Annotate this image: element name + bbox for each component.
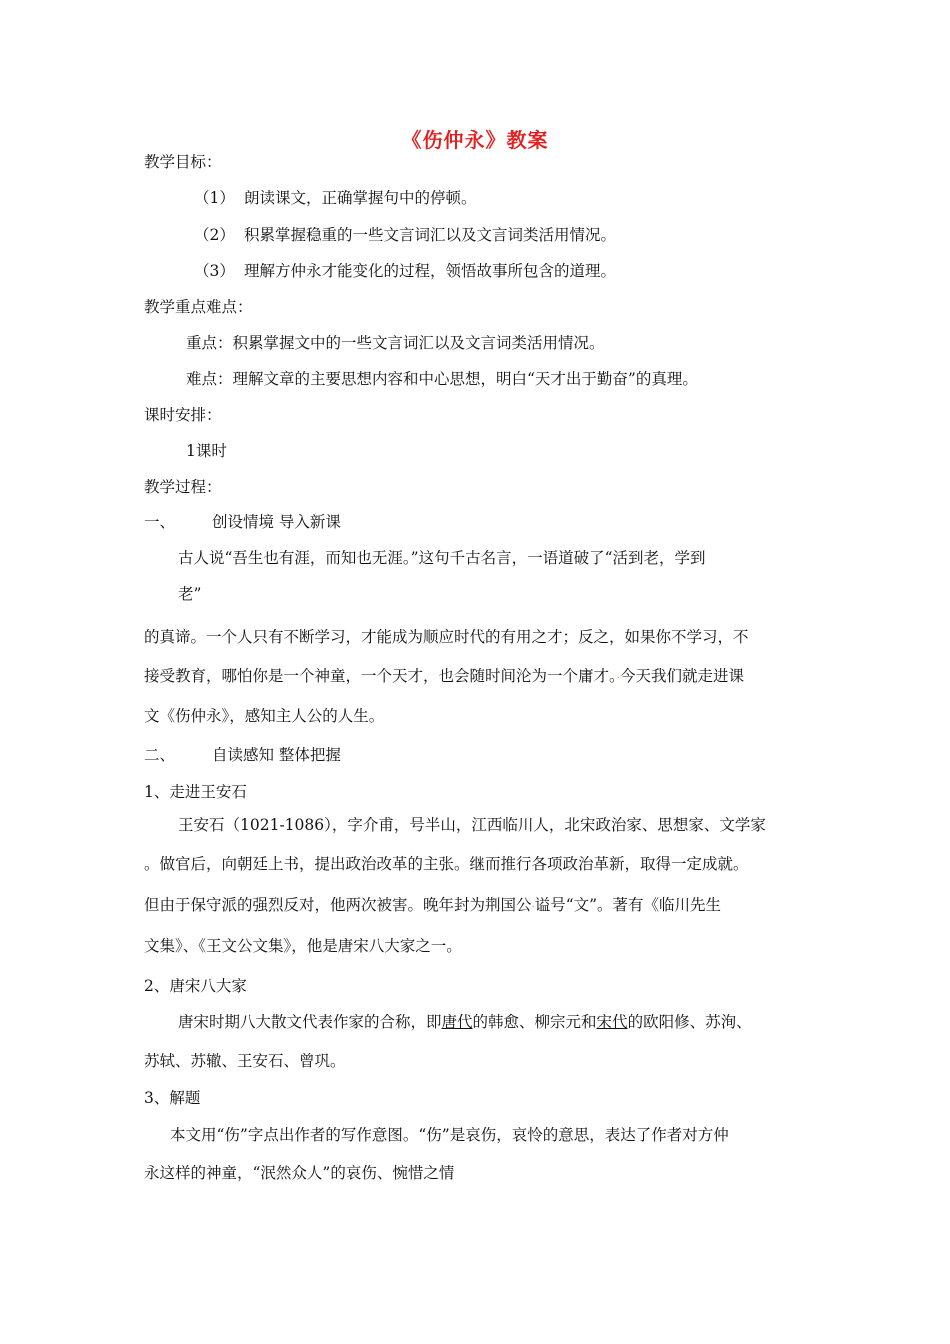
objective-item-1 — [194, 188, 477, 208]
section-title: 创设情境 导入新课 — [212, 513, 341, 531]
subsection-heading: 1、走进王安石 — [144, 783, 247, 801]
subsection-heading: 2、唐宋八大家 — [144, 977, 247, 995]
paragraph-line: 本文用“伤”字点出作者的写作意图。“伤”是哀伤，哀怜的意思，表达了作者对方仲 — [170, 1126, 729, 1144]
paragraph-fragment: 但由于保守派的强烈反对，他两次被害。晚年封为荆国公 — [144, 896, 532, 914]
paragraph-line: 。做官后，向朝廷上书，提出政治改革的主张。继而推行各项政治革新，取得一定成就。 — [144, 855, 749, 873]
objective-text: 理解方仲永才能变化的过程，领悟故事所包含的道理。 — [244, 262, 617, 280]
section-2-heading — [144, 745, 341, 765]
objective-num: （1） — [194, 189, 235, 207]
paragraph-fragment: 的韩愈、柳宗元和 — [472, 1013, 597, 1031]
link-song-dynasty[interactable]: 宋代 — [596, 1013, 628, 1031]
paragraph-line: 文《伤仲永》，感知主人公的人生。 — [144, 707, 385, 725]
paragraph-line: 古人说“吾生也有涯，而知也无涯。”这句千古名言，一语道破了“活到老，学到 — [178, 549, 706, 567]
paragraph-fragment: 的欧阳修、苏洵、 — [627, 1013, 752, 1031]
paragraph-line: 的真谛。一个人只有不断学习，才能成为顺应时代的有用之才；反之，如果你不学习，不 — [144, 628, 749, 646]
marker-dot: · — [616, 673, 620, 684]
paragraph-fragment: 今天我们就走进课 — [619, 667, 744, 685]
subsection-heading: 3、解题 — [144, 1089, 201, 1107]
paragraph-line: 苏轼、苏辙、王安石、曾巩。 — [144, 1052, 346, 1070]
schedule-heading: 课时安排： — [144, 406, 222, 424]
paragraph-line: 文集》、《王文公文集》，他是唐宋八大家之一。 — [144, 937, 462, 955]
key-points-heading: 教学重点难点： — [144, 298, 253, 316]
paragraph-line — [144, 895, 721, 918]
section-1-heading — [144, 512, 341, 532]
key-point-line: 重点：积累掌握文中的一些文言词汇以及文言词类活用情况。 — [186, 334, 605, 352]
objective-num: （3） — [194, 262, 235, 280]
paragraph-line — [144, 666, 744, 689]
link-tang-dynasty[interactable]: 唐代 — [441, 1013, 473, 1031]
objective-text: 朗读课文，正确掌握句中的停顿。 — [244, 189, 477, 207]
section-number: 一、 — [144, 513, 176, 531]
paragraph-line: 王安石（1021-1086），字介甫，号半山，江西临川人，北宋政治家、思想家、文学家 — [178, 816, 766, 834]
objective-item-3 — [194, 261, 616, 281]
paragraph-fragment: 接受教育，哪怕你是一个神童，一个天才，也会随时间沦为一个庸才。 — [144, 667, 617, 685]
section-number: 二、 — [144, 746, 176, 764]
process-heading: 教学过程： — [144, 478, 222, 496]
objective-item-2 — [194, 225, 616, 245]
difficult-point-line: 难点：理解文章的主要思想内容和中心思想，明白“天才出于勤奋”的真理。 — [186, 370, 698, 388]
paragraph-line — [178, 1012, 752, 1032]
paragraph-line: 老” — [178, 585, 202, 603]
objective-text: 积累掌握稳重的一些文言词汇以及文言词类活用情况。 — [244, 226, 617, 244]
paragraph-fragment: 谥号“文”。著有《临川先生 — [534, 896, 722, 914]
objective-num: （2） — [194, 226, 235, 244]
marker-dot: · — [531, 902, 535, 913]
paragraph-line: 永这样的神童，“泯然众人”的哀伤、惋惜之情 — [144, 1164, 455, 1182]
paragraph-fragment: 唐宋时期八大散文代表作家的合称，即 — [178, 1013, 442, 1031]
document-title: 《伤仲永》教案 — [401, 128, 549, 152]
section-title: 自读感知 整体把握 — [212, 746, 341, 764]
schedule-value: 1课时 — [186, 442, 227, 460]
objectives-heading: 教学目标： — [144, 153, 222, 171]
